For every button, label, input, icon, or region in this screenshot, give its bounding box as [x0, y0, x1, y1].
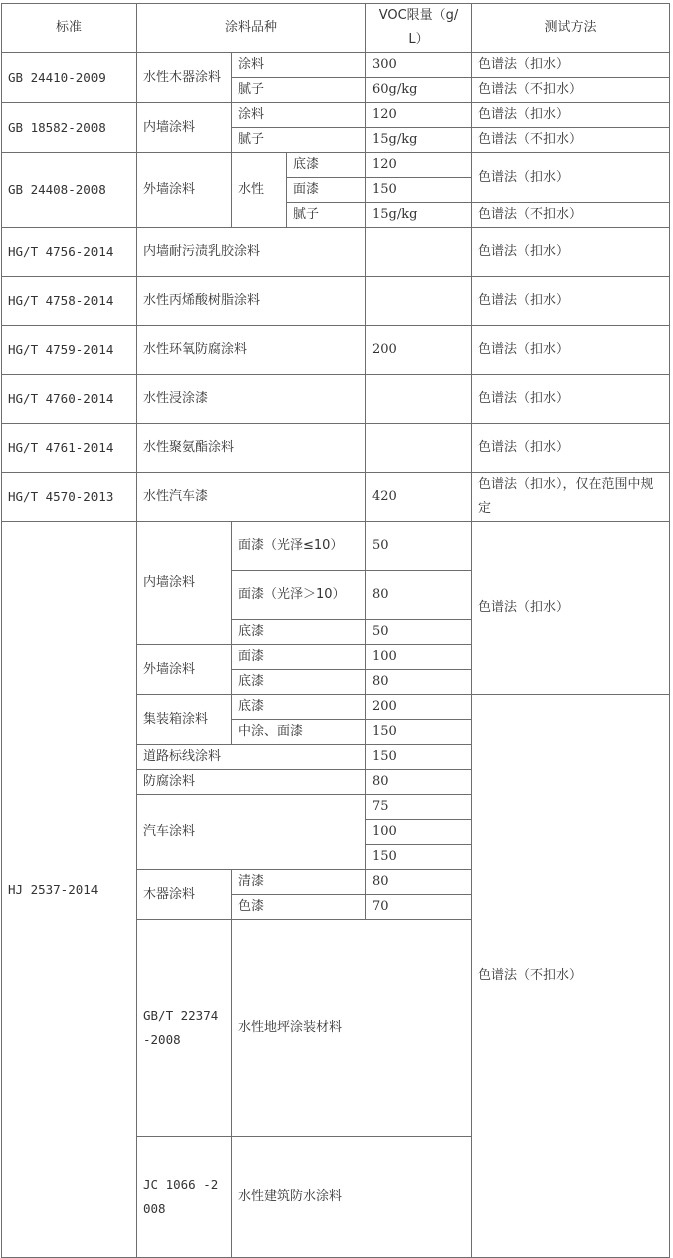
standard-gb24408: GB 24408-2008 — [2, 153, 137, 228]
test-method: 色谱法（扣水） — [472, 277, 670, 326]
table-row — [2, 53, 670, 78]
test-method: 色谱法（不扣水） — [472, 695, 670, 1258]
coating-name: 水性丙烯酸树脂涂料 — [137, 277, 366, 326]
category-interior-wall: 内墙涂料 — [137, 103, 232, 153]
standard-hg4760: HG/T 4760-2014 — [2, 375, 137, 424]
category-exterior-wall: 外墙涂料 — [137, 645, 232, 695]
header-coating-type: 涂料品种 — [137, 4, 366, 53]
voc-value: 200 — [366, 695, 472, 720]
coating-name: 水性浸涂漆 — [137, 375, 366, 424]
subtype-coating: 涂料 — [232, 103, 366, 128]
category-container: 集装箱涂料 — [137, 695, 232, 745]
category-anticorrosive: 防腐涂料 — [137, 770, 366, 795]
table-row — [2, 228, 670, 277]
subtype-primer: 底漆 — [232, 620, 366, 645]
table-row — [2, 326, 670, 375]
standard-hg4759: HG/T 4759-2014 — [2, 326, 137, 375]
test-method: 色谱法（扣水） — [472, 326, 670, 375]
subtype-primer: 底漆 — [232, 695, 366, 720]
coating-name: 水性地坪涂装材料 — [232, 920, 472, 1137]
category-wood-coating: 水性木器涂料 — [137, 53, 232, 103]
voc-value — [366, 277, 472, 326]
standard-gb18582: GB 18582-2008 — [2, 103, 137, 153]
standard-hg4756: HG/T 4756-2014 — [2, 228, 137, 277]
voc-value: 200 — [366, 326, 472, 375]
subtype-putty: 腻子 — [232, 128, 366, 153]
standard-gb22374: GB/T 22374-2008 — [137, 920, 232, 1137]
table-row — [2, 522, 670, 571]
coating-name: 水性聚氨酯涂料 — [137, 424, 366, 473]
voc-value: 15g/kg — [366, 128, 472, 153]
subtype-clear-varnish: 清漆 — [232, 870, 366, 895]
voc-value: 150 — [366, 178, 472, 203]
voc-value — [366, 228, 472, 277]
category-interior-wall: 内墙涂料 — [137, 522, 232, 645]
subtype-coating: 涂料 — [232, 53, 366, 78]
test-method: 色谱法（扣水），仅在范围中规定 — [472, 473, 670, 522]
voc-value: 50 — [366, 620, 472, 645]
voc-value: 120 — [366, 103, 472, 128]
subtype-topcoat: 面漆 — [232, 645, 366, 670]
voc-value: 15g/kg — [366, 203, 472, 228]
coating-name: 水性建筑防水涂料 — [232, 1137, 472, 1258]
standard-gb24410: GB 24410-2009 — [2, 53, 137, 103]
table-row — [2, 153, 670, 178]
voc-limits-table — [1, 3, 670, 1258]
voc-value: 70 — [366, 895, 472, 920]
voc-value: 420 — [366, 473, 472, 522]
table-row — [2, 103, 670, 128]
test-method: 色谱法（扣水） — [472, 424, 670, 473]
coating-name: 内墙耐污渍乳胶涂料 — [137, 228, 366, 277]
voc-value — [366, 424, 472, 473]
voc-value: 60g/kg — [366, 78, 472, 103]
table-row — [2, 473, 670, 522]
subtype-primer: 底漆 — [232, 670, 366, 695]
table-row — [2, 375, 670, 424]
category-exterior-wall: 外墙涂料 — [137, 153, 232, 228]
voc-value: 80 — [366, 870, 472, 895]
category-automotive: 汽车涂料 — [137, 795, 366, 870]
voc-value: 150 — [366, 845, 472, 870]
subtype-putty: 腻子 — [232, 78, 366, 103]
table-row — [2, 277, 670, 326]
standard-hg4761: HG/T 4761-2014 — [2, 424, 137, 473]
test-method: 色谱法（扣水） — [472, 53, 670, 78]
header-standard: 标准 — [2, 4, 137, 53]
subtype-topcoat-high-gloss: 面漆（光泽＞10） — [232, 571, 366, 620]
standard-hg4570: HG/T 4570-2013 — [2, 473, 137, 522]
subtype-putty: 腻子 — [287, 203, 366, 228]
test-method: 色谱法（不扣水） — [472, 128, 670, 153]
coating-name: 水性汽车漆 — [137, 473, 366, 522]
subtype-mid-topcoat: 中涂、面漆 — [232, 720, 366, 745]
standard-jc1066: JC 1066 -2008 — [137, 1137, 232, 1258]
header-voc-limit: VOC限量（g/L） — [366, 4, 472, 53]
voc-value: 75 — [366, 795, 472, 820]
subtype-waterborne: 水性 — [232, 153, 287, 228]
test-method: 色谱法（扣水） — [472, 375, 670, 424]
test-method: 色谱法（扣水） — [472, 228, 670, 277]
subtype-topcoat-low-gloss: 面漆（光泽≤10） — [232, 522, 366, 571]
voc-value: 100 — [366, 820, 472, 845]
subtype-colored-paint: 色漆 — [232, 895, 366, 920]
test-method: 色谱法（不扣水） — [472, 203, 670, 228]
category-road-marking: 道路标线涂料 — [137, 745, 366, 770]
voc-value: 150 — [366, 720, 472, 745]
category-wood: 木器涂料 — [137, 870, 232, 920]
standard-hj2537: HJ 2537-2014 — [2, 522, 137, 1258]
voc-value: 100 — [366, 645, 472, 670]
standard-hg4758: HG/T 4758-2014 — [2, 277, 137, 326]
voc-value: 50 — [366, 522, 472, 571]
header-test-method: 测试方法 — [472, 4, 670, 53]
coating-name: 水性环氧防腐涂料 — [137, 326, 366, 375]
test-method: 色谱法（扣水） — [472, 522, 670, 695]
table-row — [2, 424, 670, 473]
voc-value: 120 — [366, 153, 472, 178]
voc-value: 150 — [366, 745, 472, 770]
test-method: 色谱法（不扣水） — [472, 78, 670, 103]
voc-value: 300 — [366, 53, 472, 78]
voc-value — [366, 375, 472, 424]
voc-value: 80 — [366, 670, 472, 695]
table-header-row — [2, 4, 670, 53]
voc-value: 80 — [366, 770, 472, 795]
subtype-topcoat: 面漆 — [287, 178, 366, 203]
test-method: 色谱法（扣水） — [472, 153, 670, 203]
subtype-primer: 底漆 — [287, 153, 366, 178]
voc-value: 80 — [366, 571, 472, 620]
test-method: 色谱法（扣水） — [472, 103, 670, 128]
